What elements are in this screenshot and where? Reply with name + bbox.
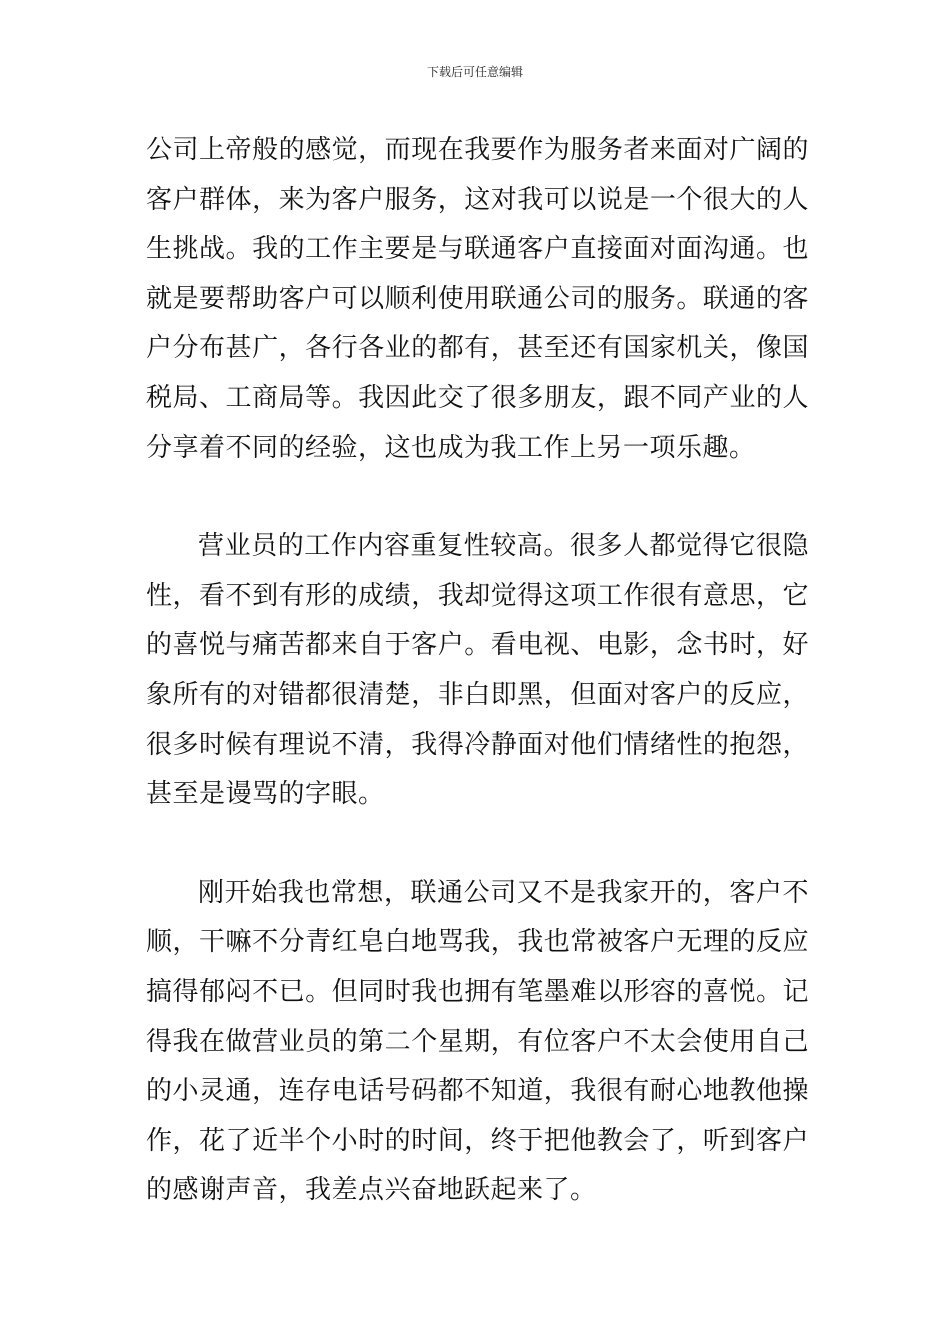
document-body [146, 126, 809, 1216]
paragraph-3: 刚开始我也常想，联通公司又不是我家开的，客户不顺，干嘛不分青红皂白地骂我，我也常被客户无理的反应搞得郁闷不已。但同时我也拥有笔墨难以形容的喜悦。记得我在做营业员的第二个星期，有位客户不太会使用自己的小灵通，连存电话号码都不知道，我很有耐心地教他操作，花了近半个小时的时间，终于把他教会了，听到客户的感谢声音，我差点兴奋地跃起来了。 [146, 877, 809, 1206]
paragraph-spacer [146, 473, 809, 522]
paragraph-2: 营业员的工作内容重复性较高。很多人都觉得它很隐性，看不到有形的成绩，我却觉得这项工作很有意思，它的喜悦与痛苦都来自于客户。看电视、电影，念书时，好象所有的对错都很清楚，非白即黑，但面对客户的反应，很多时候有理说不清，我得冷静面对他们情绪性的抱怨，甚至是谩骂的字眼。 [146, 531, 809, 810]
paragraph-spacer [146, 820, 809, 869]
paragraph-1: 公司上帝般的感觉，而现在我要作为服务者来面对广阔的客户群体，来为客户服务，这对我可以说是一个很大的人生挑战。我的工作主要是与联通客户直接面对面沟通。也就是要帮助客户可以顺利使用联通公司的服务。联通的客户分布甚广，各行各业的都有，甚至还有国家机关，像国税局、工商局等。我因此交了很多朋友，跟不同产业的人分享着不同的经验，这也成为我工作上另一项乐趣。 [146, 135, 809, 463]
page-header: 下载后可任意编辑 [426, 65, 523, 79]
